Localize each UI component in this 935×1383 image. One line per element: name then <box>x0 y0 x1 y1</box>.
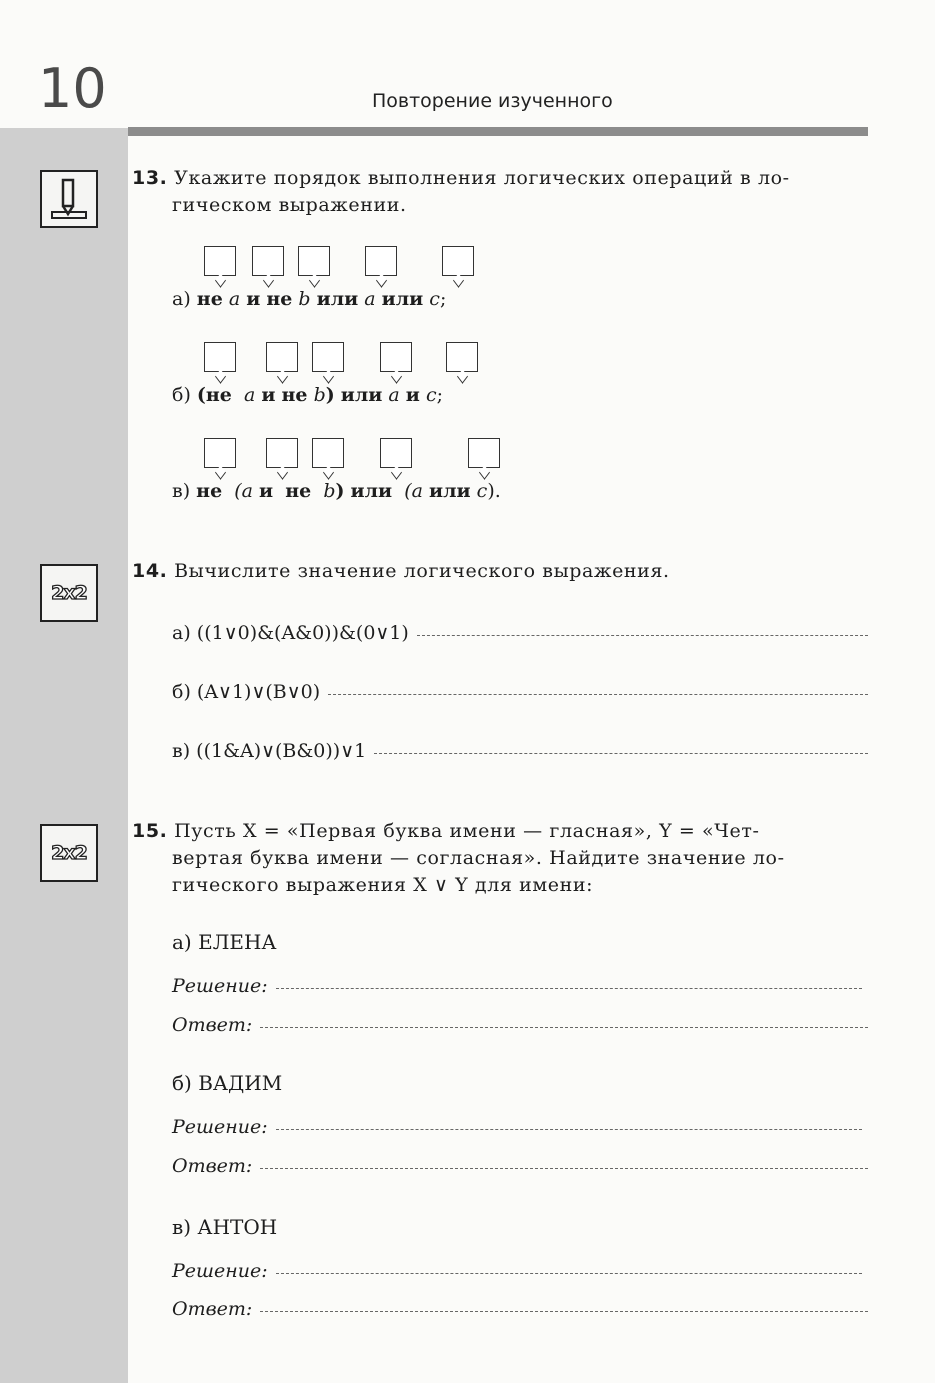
answer-line-14b[interactable]: б) (A∨1)∨(B∨0) <box>172 681 868 703</box>
page-number: 10 <box>38 57 107 120</box>
answer-line-a[interactable]: Ответ: <box>172 1014 868 1036</box>
name-b: б) ВАДИМ <box>172 1071 283 1095</box>
answer-bubble[interactable] <box>380 342 412 372</box>
solution-line-b[interactable]: Решение: <box>172 1116 862 1138</box>
name-a: а) ЕЛЕНА <box>172 930 277 954</box>
task-text: вертая буква имени — согласная». Найдите значение ло- <box>172 847 785 869</box>
answer-bubble[interactable] <box>446 342 478 372</box>
task-text: гическом выражении. <box>172 194 407 216</box>
answer-bubble[interactable] <box>252 246 284 276</box>
solution-line-a[interactable]: Решение: <box>172 975 862 997</box>
answer-line-c[interactable]: Ответ: <box>172 1298 868 1320</box>
task-text: Вычислите значение логического выражения. <box>174 560 670 582</box>
header-rule <box>128 127 868 136</box>
answer-bubble[interactable] <box>380 438 412 468</box>
answer-bubble[interactable] <box>365 246 397 276</box>
2x2-icon: 2x2 <box>40 824 98 882</box>
answer-line-14c[interactable]: в) ((1&A)∨(B&0))∨1 <box>172 740 868 762</box>
running-head: Повторение изученного <box>372 90 613 112</box>
task-14 <box>132 558 870 585</box>
expression-a: а) не a и не b или a или c; <box>172 288 447 310</box>
task-number: 13. <box>132 167 168 189</box>
answer-bubble[interactable] <box>442 246 474 276</box>
task-text: гического выражения X ∨ Y для имени: <box>172 874 594 896</box>
answer-bubble[interactable] <box>298 246 330 276</box>
answer-bubble[interactable] <box>266 438 298 468</box>
answer-bubble[interactable] <box>312 438 344 468</box>
answer-bubble[interactable] <box>204 342 236 372</box>
expression-b: б) (не a и не b) или a и c; <box>172 384 443 406</box>
answer-bubble[interactable] <box>312 342 344 372</box>
name-c: в) АНТОН <box>172 1215 278 1239</box>
task-text: Пусть X = «Первая буква имени — гласная», Y = «Чет- <box>174 820 760 842</box>
task-number: 14. <box>132 560 168 582</box>
task-text: Укажите порядок выполнения логических операций в ло- <box>174 167 790 189</box>
exclamation-book-icon <box>40 170 98 228</box>
task-13 <box>132 165 870 219</box>
answer-line-b[interactable]: Ответ: <box>172 1155 868 1177</box>
answer-line-14a[interactable]: а) ((1∨0)&(A&0))&(0∨1) <box>172 622 868 644</box>
answer-bubble[interactable] <box>204 438 236 468</box>
margin-strip <box>0 128 128 1383</box>
answer-bubble[interactable] <box>204 246 236 276</box>
2x2-icon: 2x2 <box>40 564 98 622</box>
task-number: 15. <box>132 820 168 842</box>
task-15 <box>132 818 870 899</box>
expression-c: в) не (a и не b) или (a или c). <box>172 480 501 502</box>
answer-bubble[interactable] <box>266 342 298 372</box>
solution-line-c[interactable]: Решение: <box>172 1260 862 1282</box>
answer-bubble[interactable] <box>468 438 500 468</box>
